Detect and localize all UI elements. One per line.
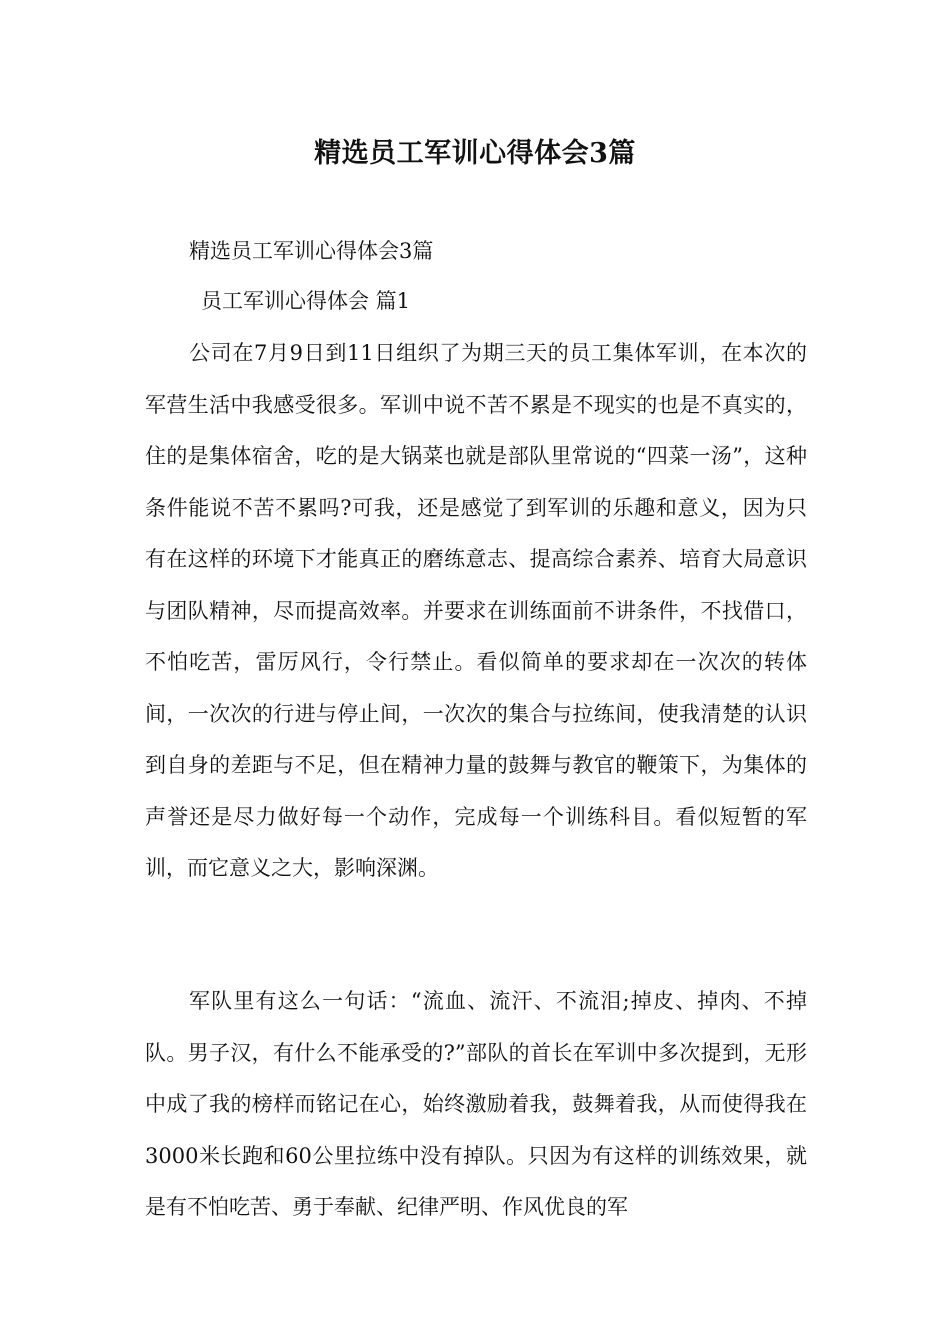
body-paragraph-1: 公司在7月9日到11日组织了为期三天的员工集体军训，在本次的军营生活中我感受很多。军训中说不苦不累是不现实的也是不真实的，住的是集体宿舍，吃的是大锅菜也就是部队里常说的“四菜一汤”，这种条件能说不苦不累吗?可我，还是感觉了到军训的乐趣和意义，因为只有在这样的环境下才能真正的磨练意志、提高综合素养、培育大局意识与团队精神，尽而提高效率。并要求在训练面前不讲条件，不找借口，不怕吃苦，雷厉风行，令行禁止。看似简单的要求却在一次次的转体间，一次次的行进与停止间，一次次的集合与拉练间，使我清楚的认识到自身的差距与不足，但在精神力量的鼓舞与教官的鞭策下，为集体的声誉还是尽力做好每一个动作，完成每一个训练科目。看似短暂的军训，而它意义之大，影响深渊。 [145,341,807,880]
section-heading: 员工军训心得体会 篇1 [201,289,411,313]
body-paragraph-2: 军队里有这么一句话：“流血、流汗、不流泪;掉皮、掉肉、不掉队。男子汉，有什么不能承受的?”部队的首长在军训中多次提到，无形中成了我的榜样而铭记在心，始终激励着我，鼓舞着我，从而使得我在3000米长跑和60公里拉练中没有掉队。只因为有这样的训练效果，就是有不怕吃苦、勇于奉献、纪律严明、作风优良的军 [145,989,807,1219]
document-subtitle: 精选员工军训心得体会3篇 [189,239,434,263]
document-title: 精选员工军训心得体会3篇 [314,138,636,169]
